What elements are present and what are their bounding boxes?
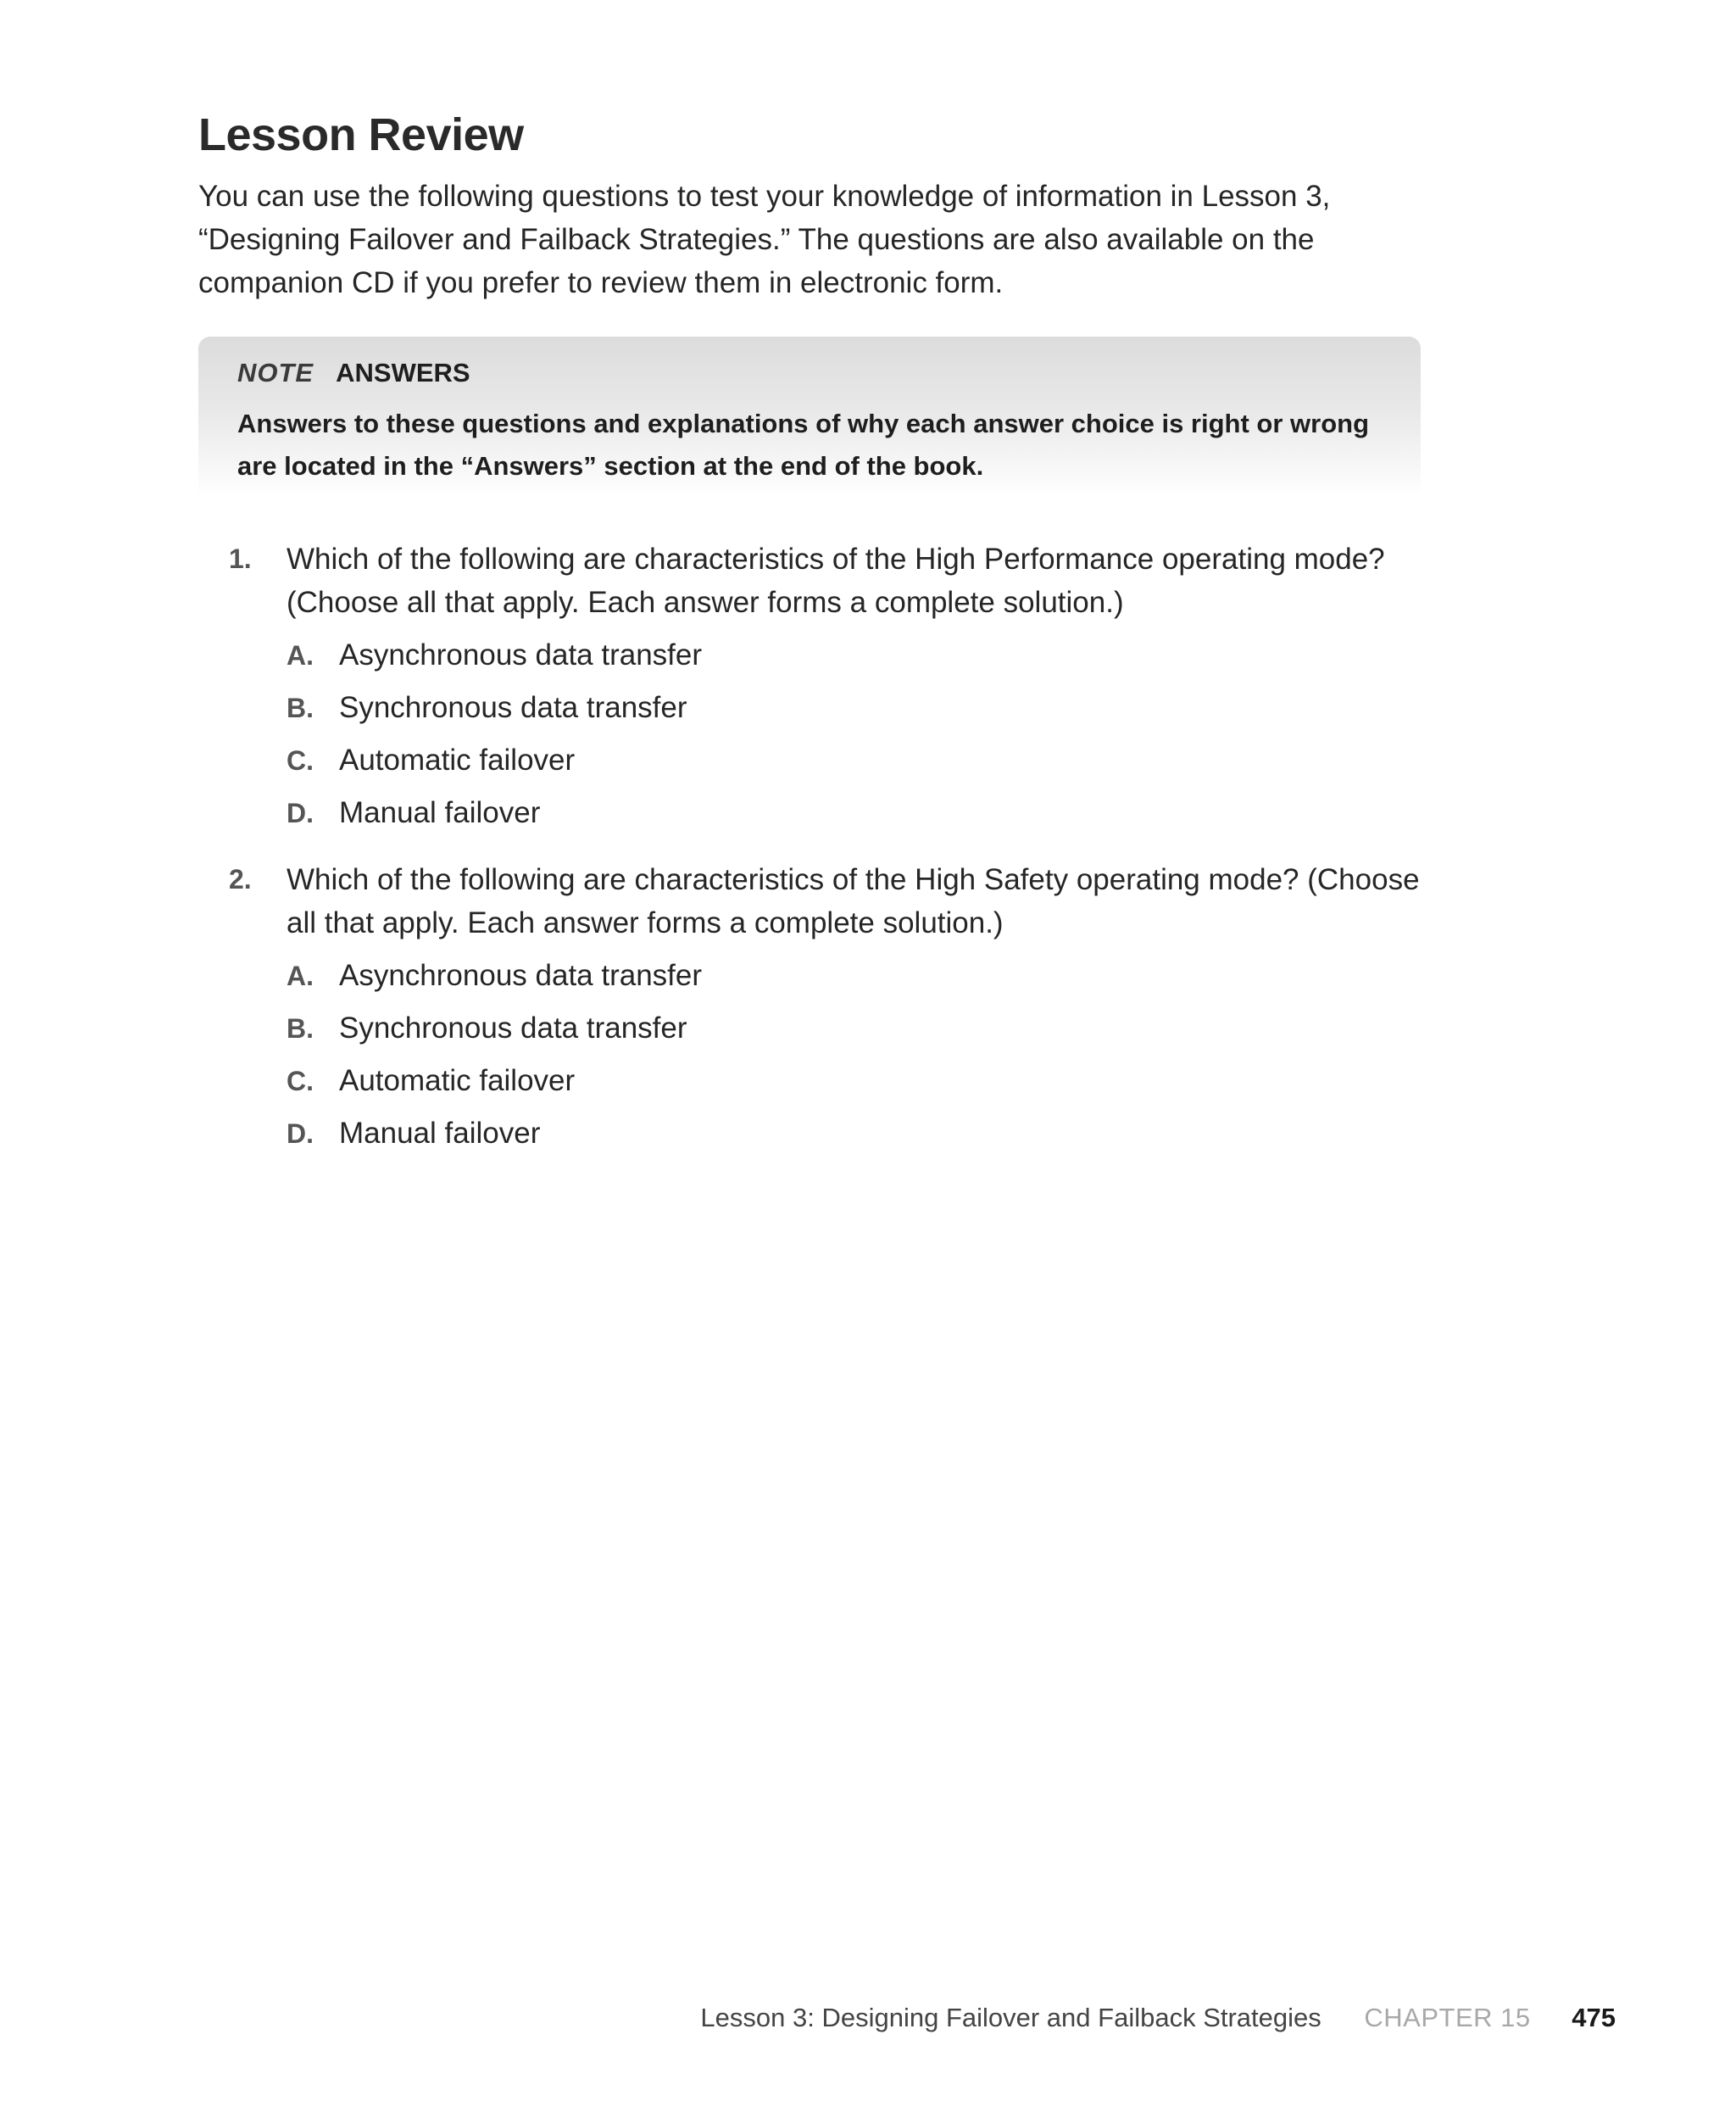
question-number: 2.: [229, 864, 252, 895]
choice-text: Automatic failover: [339, 744, 576, 777]
choice-letter: B.: [287, 1013, 314, 1044]
choice-letter: C.: [287, 745, 314, 776]
choice-text: Synchronous data transfer: [339, 1012, 687, 1045]
question-1: [198, 538, 1436, 839]
answer-choice-c: [198, 1055, 1436, 1107]
choice-text: Automatic failover: [339, 1064, 576, 1097]
page-number: 475: [1572, 2003, 1616, 2032]
intro-paragraph: You can use the following questions to test your knowledge of information in Lesson 3, “Designing Failover and Failback Strategies.” The questions are also available on the companion CD if you prefer to review them in electronic form.: [198, 180, 1331, 299]
note-box: [198, 337, 1421, 496]
section-heading: Lesson Review: [198, 109, 524, 160]
footer-chapter: CHAPTER 15: [1364, 2003, 1531, 2032]
note-text: Answers to these questions and explanations of why each answer choice is right or wrong are located in the “Answers” section at the end of the book.: [237, 409, 1370, 481]
note-label: NOTE: [237, 358, 314, 387]
answer-choice-d: [198, 787, 1436, 839]
question-text: Which of the following are characteristics of the High Performance operating mode? (Choose all that apply. Each answer forms a complete solution.): [287, 543, 1385, 619]
answer-choices: [198, 629, 1436, 839]
answer-choice-b: [198, 1002, 1436, 1055]
choice-letter: A.: [287, 961, 314, 991]
choice-letter: A.: [287, 640, 314, 671]
question-2: [198, 858, 1436, 1160]
answer-choice-b: [198, 682, 1436, 734]
choice-letter: D.: [287, 798, 314, 828]
choice-letter: D.: [287, 1118, 314, 1149]
choice-letter: B.: [287, 693, 314, 723]
answer-choices: [198, 950, 1436, 1160]
note-title: ANSWERS: [336, 358, 470, 387]
question-number: 1.: [229, 543, 252, 574]
answer-choice-d: [198, 1107, 1436, 1160]
answer-choice-a: [198, 950, 1436, 1002]
choice-text: Synchronous data transfer: [339, 691, 687, 724]
answer-choice-a: [198, 629, 1436, 682]
answer-choice-c: [198, 734, 1436, 787]
choice-text: Manual failover: [339, 796, 541, 829]
footer-lesson-title: Lesson 3: Designing Failover and Failback Strategies: [700, 2003, 1321, 2032]
choice-letter: C.: [287, 1066, 314, 1096]
note-header: [237, 355, 1382, 391]
question-text: Which of the following are characteristics of the High Safety operating mode? (Choose all that apply. Each answer forms a complete solution.): [287, 863, 1420, 939]
choice-text: Asynchronous data transfer: [339, 959, 703, 992]
question-list: [198, 538, 1436, 1179]
page-footer: [700, 1999, 1616, 2037]
choice-text: Manual failover: [339, 1117, 541, 1150]
choice-text: Asynchronous data transfer: [339, 638, 703, 672]
